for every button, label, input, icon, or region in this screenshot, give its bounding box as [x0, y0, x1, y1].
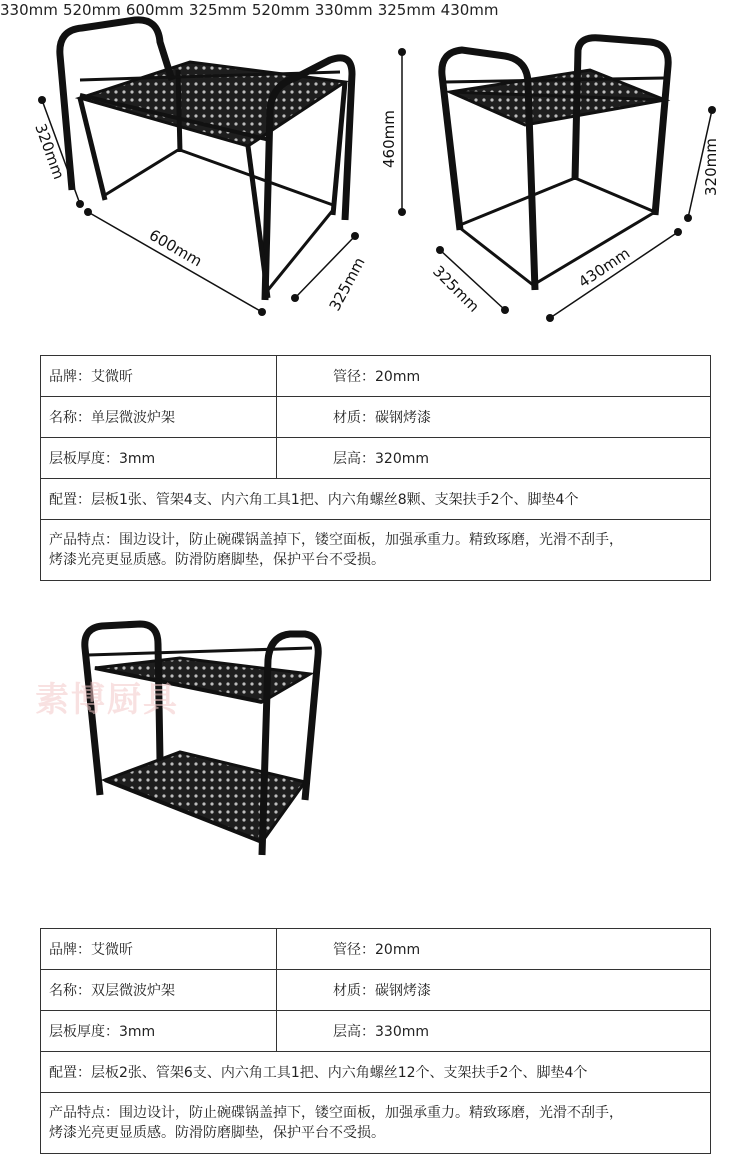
p2-depth-label: 325mm — [188, 1, 247, 19]
spec-thickness: 层板厚度：3mm — [41, 1011, 277, 1052]
single-shelf-rack-side — [442, 38, 668, 290]
single-shelf-spec-table — [40, 355, 711, 581]
p2-height-front-label: 520mm — [62, 1, 121, 19]
spec-material: 材质：碳钢烤漆 — [277, 970, 711, 1011]
spec-tube: 管径：20mm — [277, 356, 711, 397]
p1-height-label: 460mm — [380, 110, 398, 168]
spec-name: 名称：单层微波炉架 — [41, 397, 277, 438]
double-shelf-spec-table — [40, 928, 711, 1154]
p1-side-width-label: 430mm — [575, 244, 634, 292]
p2-width-label: 600mm — [125, 1, 184, 19]
double-shelf-rack-front — [85, 624, 318, 855]
p1-depth-left-label: 320mm — [31, 121, 68, 182]
spec-tube: 管径：20mm — [277, 929, 711, 970]
p2-side-width-label: 430mm — [440, 1, 499, 19]
p1-side-depth-label: 325mm — [429, 262, 483, 316]
p1-depth-right-label: 325mm — [325, 254, 369, 314]
spec-features-line2: 烤漆光亮更显质感。防滑防磨脚垫，保护平台不受损。 — [49, 1125, 385, 1141]
spec-material: 材质：碳钢烤漆 — [277, 397, 711, 438]
spec-config: 配置：层板2张、管架6支、内六角工具1把、内六角螺丝12个、支架扶手2个、脚垫4个 — [41, 1052, 711, 1093]
spec-features-line1: 产品特点：围边设计，防止碗碟锅盖掉下，镂空面板，加强承重力。精致琢磨，光滑不刮手， — [49, 1105, 623, 1121]
spec-features — [41, 520, 711, 581]
p1-shelf-height-label: 320mm — [702, 138, 720, 196]
spec-name: 名称：双层微波炉架 — [41, 970, 277, 1011]
spec-features-line2: 烤漆光亮更显质感。防滑防磨脚垫，保护平台不受损。 — [49, 552, 385, 568]
p1-width-label: 600mm — [146, 225, 206, 271]
spec-brand: 品牌：艾微昕 — [41, 929, 277, 970]
spec-config: 配置：层板1张、管架4支、内六角工具1把、内六角螺丝8颗、支架扶手2个、脚垫4个 — [41, 479, 711, 520]
spec-features — [41, 1093, 711, 1154]
brand-watermark: 素博厨具 — [35, 680, 179, 720]
spec-layer-height: 层高：330mm — [277, 1011, 711, 1052]
spec-layer-height: 层高：320mm — [277, 438, 711, 479]
p2-layer-right-label: 330mm — [314, 1, 373, 19]
spec-thickness: 层板厚度：3mm — [41, 438, 277, 479]
single-shelf-rack-front — [60, 20, 352, 300]
p2-side-depth-label: 325mm — [377, 1, 436, 19]
p2-height-side-label: 520mm — [251, 1, 310, 19]
spec-features-line1: 产品特点：围边设计，防止碗碟锅盖掉下，镂空面板，加强承重力。精致琢磨，光滑不刮手， — [49, 532, 623, 548]
spec-brand: 品牌：艾微昕 — [41, 356, 277, 397]
p2-layer-left-label: 330mm — [0, 1, 58, 19]
